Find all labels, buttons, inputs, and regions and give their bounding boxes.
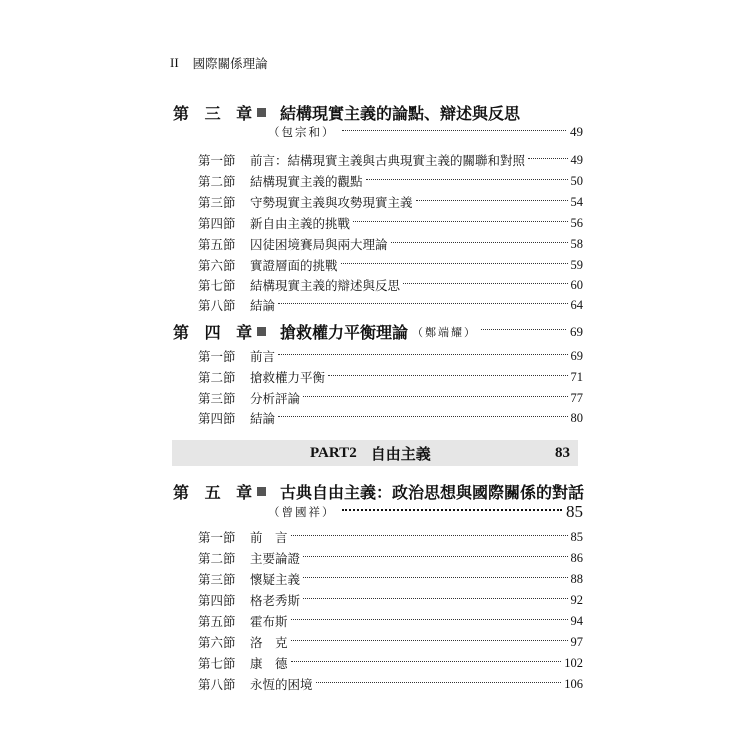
leader-dots (342, 509, 563, 511)
section-page: 97 (570, 634, 583, 649)
section-page: 106 (564, 676, 583, 691)
section-page: 60 (570, 277, 583, 292)
section-number: 第一節 (198, 349, 236, 364)
toc-entry[interactable] (198, 612, 583, 630)
section-number: 第八節 (198, 298, 236, 313)
header-book-title: 國際關係理論 (192, 56, 268, 71)
leader-dots (403, 283, 567, 284)
section-title: 囚徒困境賽局與兩大理論 (250, 237, 388, 252)
section-page: 56 (570, 215, 583, 230)
square-bullet-icon (257, 327, 266, 336)
section-title: 前言 (250, 349, 276, 364)
section-title: 康 德 (250, 656, 288, 671)
section-page: 49 (570, 152, 583, 167)
leader-dots (391, 242, 568, 243)
toc-entry[interactable] (198, 368, 583, 386)
section-title: 守勢現實主義與攻勢現實主義 (250, 195, 413, 210)
chapter-3-heading[interactable] (173, 101, 583, 124)
section-page: 59 (570, 257, 583, 272)
toc-entry[interactable] (198, 409, 583, 427)
section-number: 第三節 (198, 391, 236, 406)
section-number: 第四節 (198, 216, 236, 231)
running-header (170, 54, 268, 72)
leader-dots (528, 158, 567, 159)
section-page: 77 (570, 390, 583, 405)
section-number: 第三節 (198, 572, 236, 587)
toc-entry[interactable] (198, 591, 583, 609)
leader-dots (342, 130, 567, 131)
section-title: 永恆的困境 (250, 677, 313, 692)
section-title: 主要論證 (250, 551, 301, 566)
section-page: 92 (570, 592, 583, 607)
toc-entry[interactable] (198, 528, 583, 546)
toc-entry[interactable] (198, 549, 583, 567)
section-number: 第七節 (198, 278, 236, 293)
leader-dots (416, 200, 568, 201)
toc-entry[interactable] (198, 347, 583, 365)
chapter-page: 85 (566, 502, 583, 521)
toc-entry[interactable] (198, 633, 583, 651)
chapter-4-heading[interactable] (173, 320, 583, 343)
section-title: 搶救權力平衡 (250, 370, 326, 385)
leader-dots (303, 598, 567, 599)
section-number: 第一節 (198, 530, 236, 545)
section-title: 霍布斯 (250, 614, 288, 629)
section-number: 第二節 (198, 174, 236, 189)
section-number: 第四節 (198, 411, 236, 426)
toc-entry[interactable] (198, 172, 583, 190)
section-number: 第七節 (198, 656, 236, 671)
section-title: 懷疑主義 (250, 572, 301, 587)
section-page: 94 (570, 613, 583, 628)
section-page: 54 (570, 194, 583, 209)
part-label: PART2 (310, 444, 357, 461)
chapter-label: 第 五 章 (173, 483, 258, 502)
section-page: 58 (570, 236, 583, 251)
section-number: 第八節 (198, 677, 236, 692)
chapter-title: 搶救權力平衡理論 (280, 323, 409, 342)
section-number: 第五節 (198, 237, 236, 252)
leader-dots (303, 396, 567, 397)
toc-entry[interactable] (198, 193, 583, 211)
section-page: 69 (570, 348, 583, 363)
section-page: 80 (570, 410, 583, 425)
toc-entry[interactable] (198, 389, 583, 407)
leader-dots (316, 682, 562, 683)
chapter-author: （曾國祥） (268, 505, 336, 519)
section-title: 分析評論 (250, 391, 301, 406)
toc-entry[interactable] (198, 675, 583, 693)
chapter-page: 49 (570, 124, 583, 139)
leader-dots (303, 577, 567, 578)
leader-dots (278, 416, 567, 417)
chapter-label: 第 四 章 (173, 323, 258, 342)
leader-dots (291, 619, 568, 620)
chapter-label: 第 三 章 (173, 104, 258, 123)
section-page: 71 (570, 369, 583, 384)
chapter-author: （鄭端耀） (412, 325, 478, 339)
leader-dots (353, 221, 567, 222)
section-page: 50 (570, 173, 583, 188)
leader-dots (291, 640, 568, 641)
chapter-title: 結構現實主義的論點、辯述與反思 (280, 104, 521, 123)
toc-entry[interactable] (198, 654, 583, 672)
section-number: 第六節 (198, 258, 236, 273)
leader-dots (366, 179, 568, 180)
chapter-3-author-line[interactable] (268, 124, 583, 140)
chapter-title: 古典自由主義：政治思想與國際關係的對話 (280, 483, 585, 502)
section-title: 結構現實主義的辯述與反思 (250, 278, 401, 293)
leader-dots (278, 354, 567, 355)
leader-dots (328, 375, 567, 376)
leader-dots (341, 263, 568, 264)
leader-dots (291, 661, 562, 662)
toc-entry[interactable] (198, 276, 583, 294)
toc-entry[interactable] (198, 256, 583, 274)
section-title: 結論 (250, 411, 276, 426)
chapter-author: （包宗和） (268, 125, 336, 139)
toc-entry[interactable] (198, 151, 583, 169)
section-number: 第五節 (198, 614, 236, 629)
section-title: 實證層面的挑戰 (250, 258, 338, 273)
header-page-number: II (170, 55, 179, 70)
leader-dots (303, 556, 567, 557)
square-bullet-icon (257, 487, 266, 496)
toc-entry[interactable] (198, 296, 583, 314)
leader-dots (481, 329, 566, 330)
section-title: 洛 克 (250, 635, 288, 650)
section-number: 第一節 (198, 153, 236, 168)
section-number: 第四節 (198, 593, 236, 608)
section-number: 第二節 (198, 551, 236, 566)
leader-dots (278, 303, 567, 304)
section-title: 前 言 (250, 530, 288, 545)
section-page: 64 (570, 297, 583, 312)
chapter-page: 69 (570, 323, 583, 339)
chapter-5-author-line[interactable] (268, 502, 583, 522)
chapter-5-heading[interactable] (173, 480, 583, 503)
section-number: 第二節 (198, 370, 236, 385)
section-title: 結構現實主義的觀點 (250, 174, 363, 189)
part-page: 83 (555, 444, 570, 461)
section-page: 86 (570, 550, 583, 565)
part-heading-bar[interactable] (172, 440, 578, 466)
section-title: 前言：結構現實主義與古典現實主義的關聯和對照 (250, 153, 526, 168)
toc-entry[interactable] (198, 214, 583, 232)
toc-entry[interactable] (198, 570, 583, 588)
section-page: 88 (570, 571, 583, 586)
part-title: 自由主義 (370, 444, 431, 463)
section-number: 第三節 (198, 195, 236, 210)
square-bullet-icon (257, 108, 266, 117)
leader-dots (291, 535, 568, 536)
section-title: 新自由主義的挑戰 (250, 216, 351, 231)
section-page: 85 (570, 529, 583, 544)
section-title: 格老秀斯 (250, 593, 301, 608)
section-title: 結論 (250, 298, 276, 313)
section-page: 102 (564, 655, 583, 670)
toc-entry[interactable] (198, 235, 583, 253)
section-number: 第六節 (198, 635, 236, 650)
